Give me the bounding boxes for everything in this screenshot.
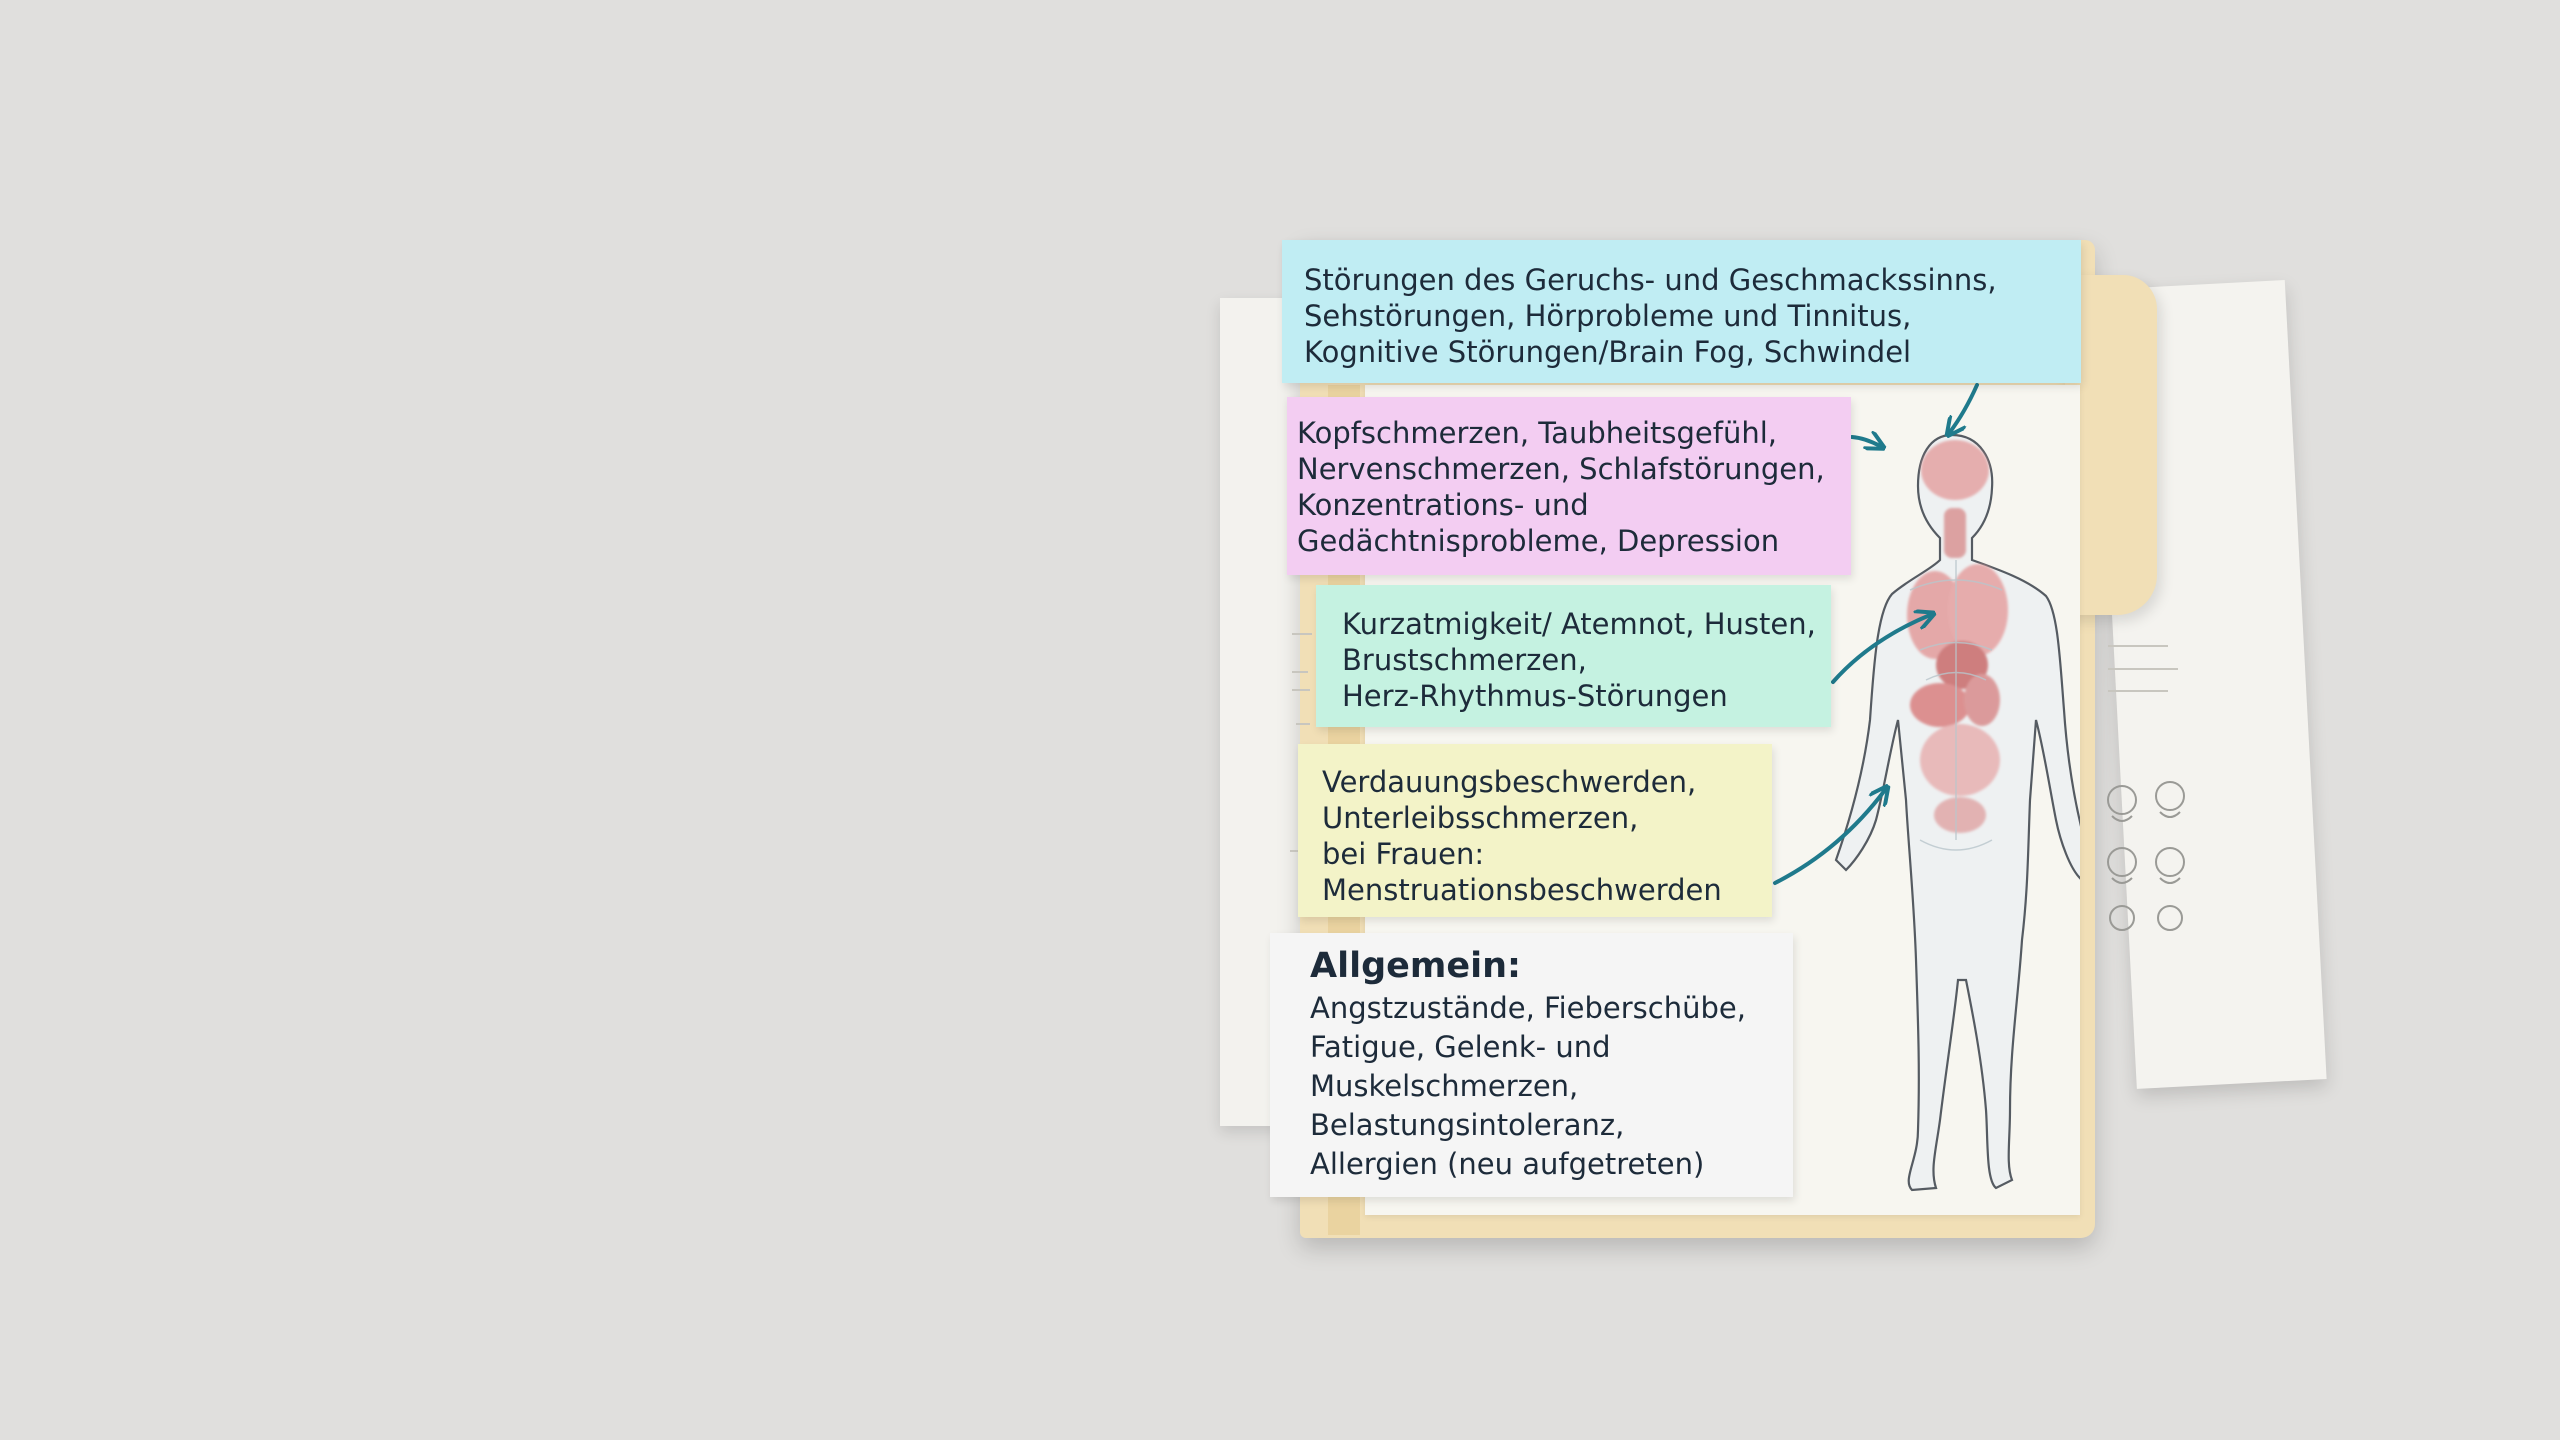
note-neuro-line: Nervenschmerzen, Schlafstörungen, — [1297, 452, 1825, 486]
note-general-line: Allergien (neu aufgetreten) — [1310, 1147, 1705, 1181]
arrow-to-chest — [1833, 615, 1930, 682]
note-chest-line: Brustschmerzen, — [1342, 643, 1587, 677]
note-abdomen-line: Unterleibsschmerzen, — [1322, 801, 1639, 835]
note-senses — [1282, 240, 2081, 383]
note-neuro-line: Konzentrations- und — [1297, 488, 1589, 522]
note-chest-line: Herz-Rhythmus-Störungen — [1342, 679, 1728, 713]
note-neuro-line: Kopfschmerzen, Taubheitsgefühl, — [1297, 416, 1777, 450]
note-senses-line: Kognitive Störungen/Brain Fog, Schwindel — [1304, 335, 1912, 369]
arrow-to-brain — [1852, 437, 1880, 446]
note-general-line: Fatigue, Gelenk- und — [1310, 1030, 1611, 1064]
arrow-to-head — [1950, 385, 1977, 432]
note-abdomen-line: Menstruationsbeschwerden — [1322, 873, 1722, 907]
note-senses-line: Störungen des Geruchs- und Geschmackssinns, — [1304, 263, 1997, 297]
note-neuro — [1287, 397, 1851, 575]
note-general-line: Belastungsintoleranz, — [1310, 1108, 1625, 1142]
note-abdomen-line: Verdauungsbeschwerden, — [1322, 765, 1697, 799]
note-general-heading: Allgemein: — [1310, 946, 1521, 986]
note-senses-line: Sehstörungen, Hörprobleme und Tinnitus, — [1304, 299, 1912, 333]
note-abdomen-line: bei Frauen: — [1322, 837, 1485, 871]
note-abdomen — [1298, 744, 1772, 917]
note-neuro-line: Gedächtnisprobleme, Depression — [1297, 524, 1780, 558]
note-general-line: Muskelschmerzen, — [1310, 1069, 1579, 1103]
note-general-line: Angstzustände, Fieberschübe, — [1310, 991, 1746, 1025]
note-chest-line: Kurzatmigkeit/ Atemnot, Husten, — [1342, 607, 1816, 641]
note-chest — [1316, 585, 1831, 727]
note-general — [1270, 933, 1793, 1197]
arrow-to-abdomen — [1775, 790, 1885, 883]
